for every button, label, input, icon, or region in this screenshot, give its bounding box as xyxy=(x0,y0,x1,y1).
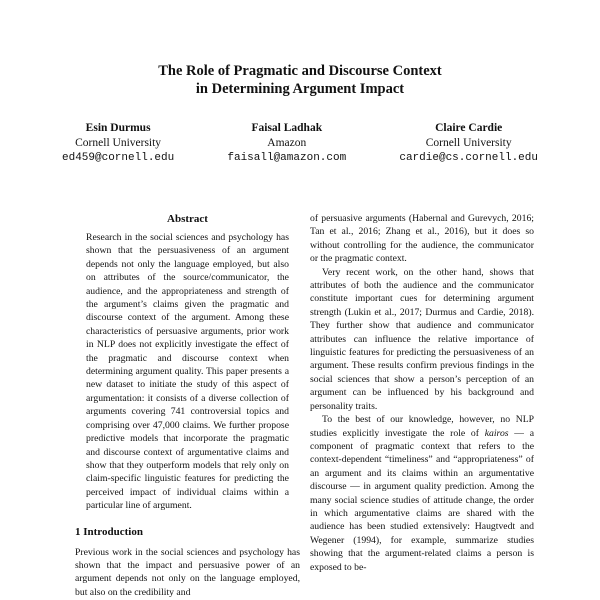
left-column xyxy=(75,212,300,599)
paper-title xyxy=(0,62,600,98)
author-2 xyxy=(227,121,346,166)
title-line-2: in Determining Argument Impact xyxy=(195,81,405,97)
author-name: Faisal Ladhak xyxy=(251,122,323,134)
introduction-heading: 1 Introduction xyxy=(75,525,143,538)
author-block xyxy=(62,121,538,166)
author-1 xyxy=(62,121,174,166)
kairos-term: kairos xyxy=(484,427,509,439)
paragraph-text-after: — a component of pragmatic context that refers to the context-dependent “timeliness” and “appropriateness” of an argument and its claims within an argumentative discourse — in argument quality prediction. Among the many social science studies of attitude change, the order in which argumentative claims are shared with the audience has been studied extensively: Haugtvedt and Wegener (1994), for example, summarize studies showing that the argument-related claims a person is exposed to be- xyxy=(310,427,534,573)
author-email: cardie@cs.cornell.edu xyxy=(399,152,538,164)
author-affiliation: Cornell University xyxy=(425,137,512,149)
author-name: Claire Cardie xyxy=(435,122,503,134)
paragraph-text-before: To the best of our knowledge, however, no NLP studies explicitly investigate the role of xyxy=(310,414,534,439)
author-email: ed459@cornell.edu xyxy=(62,152,175,164)
intro-paragraph: Previous work in the social sciences and psychology has shown that the impact and persuasive power of an argument depends not only on the language employed, but also on the credibility and xyxy=(75,546,300,598)
author-affiliation: Amazon xyxy=(267,137,307,149)
right-column xyxy=(310,212,534,574)
author-name: Esin Durmus xyxy=(85,122,151,134)
body-paragraph-2: Very recent work, on the other hand, shows that attributes of both the audience and the communicator constitute important cues for determining argument strength (Lukin et al., 2017; Durmus and Cardie, 2018). They further show that audience and communicator attributes can influence the relative importance of linguistic features for predicting the persuasiveness of an argument. These results confirm previous findings in the social sciences that show a person’s perception of an argument can be influenced by his background and personality traits. xyxy=(310,266,534,412)
abstract-heading: Abstract xyxy=(167,213,208,225)
title-line-1: The Role of Pragmatic and Discourse Context xyxy=(158,63,442,79)
body-paragraph-3 xyxy=(310,413,534,574)
body-paragraph-1: of persuasive arguments (Habernal and Gurevych, 2016; Tan et al., 2016; Zhang et al., 2016), but it does so without controlling for the audience, the communicator or the pragmatic context. xyxy=(310,213,534,265)
author-affiliation: Cornell University xyxy=(75,137,162,149)
author-email: faisall@amazon.com xyxy=(227,152,347,164)
abstract-text: Research in the social sciences and psychology has shown that the persuasiveness of an argument depends not only the language employed, but also on attributes of the source/communicator, the audience, and the appropriateness and strength of the argument’s claims given the pragmatic and discourse context of the argument. Among these characteristics of persuasive arguments, prior work in NLP does not explicitly investigate the effect of the pragmatic and discourse context when determining argument quality. This paper presents a new dataset to initiate the study of this aspect of argumentation: it consists of a diverse collection of arguments covering 741 controversial topics and comprising over 47,000 claims. We further propose predictive models that incorporate the pragmatic and discourse context of argumentative claims and show that they outperform models that rely only on claim-specific linguistic features for predicting the perceived impact of individual claims within a particular line of argument. xyxy=(86,232,289,512)
author-3 xyxy=(399,121,538,166)
